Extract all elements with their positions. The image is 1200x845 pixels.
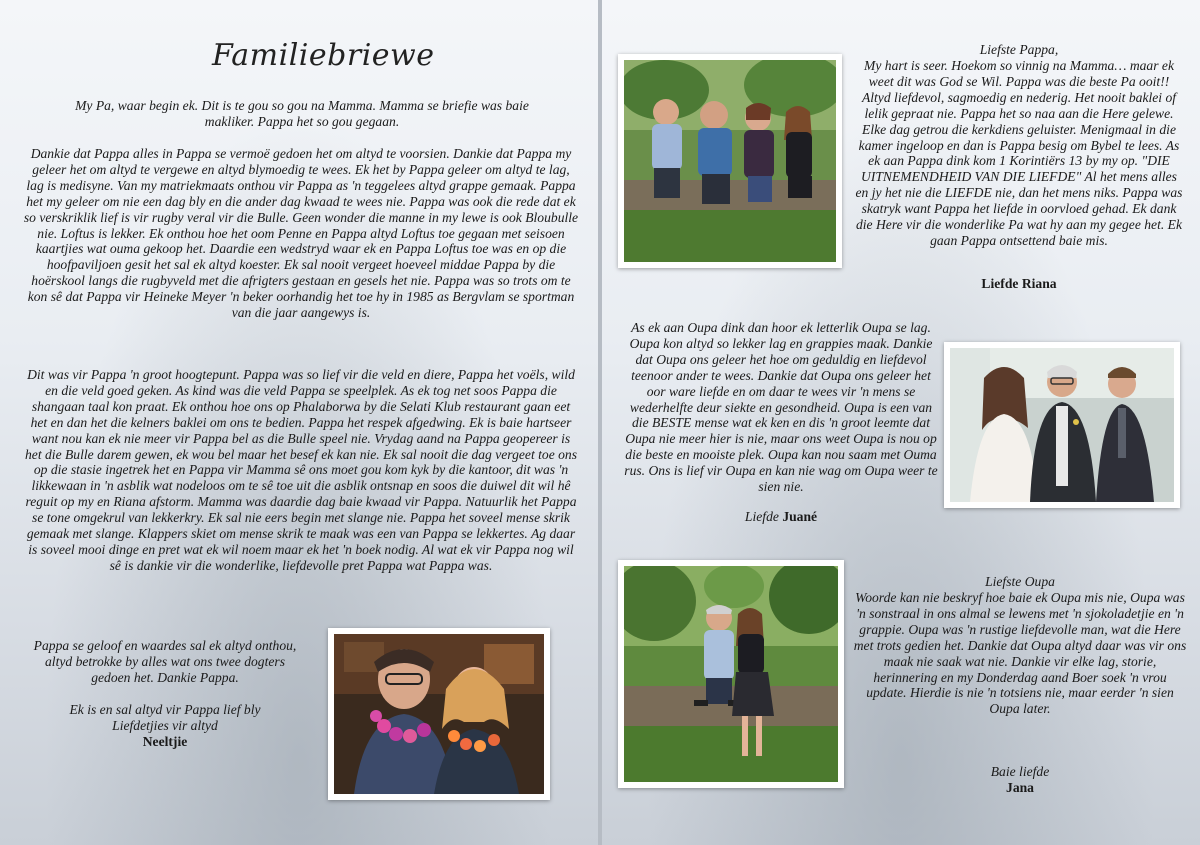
photo-family-garden bbox=[618, 54, 842, 268]
letter-jana-body: Woorde kan nie beskryf hoe baie ek Oupa mis nie, Oupa was 'n sonstraal in ons almal se lewens met 'n sjokoladetjie en 'n grappie. Oupa was 'n rustige liefdevolle man, wat die Here met trots gedien het. Dankie dat Oupa altyd daar was vir ons maak nie saak wat nie. Dankie vir elke lag, storie, herinnering en my Donderdag aand Boer soek 'n vrou update. Hierdie is nie 'n totsiens nie, maar eerder 'n sien Oupa later. bbox=[853, 590, 1187, 717]
photo-grandfather-granddaughter bbox=[618, 560, 844, 788]
letter-riana-body: My hart is seer. Hoekom so vinnig na Mamma… maar ek weet dit was God se Wil. Pappa was die beste Pa ooit!! Altyd liefdevol, sagmoedig en nederig. Het nooit baklei of lelik gepraat nie. Pappa het so naa aan die Here gelewe. Elke dag getrou die kerkdiens geluister. Menigmaal in die kamer ingeloop en dan is Pappa besig om Bybel te lees. As ek aan Pappa dink kom 1 Korintiërs 13 by my op. "DIE UITNEMENDHEID VAN DIE LIEFDE" Al het mens alles en jy het nie die LIEFDE nie, dan het mens niks. Pappa was skatryk want Pappa het liefde in oorvloed gehad. Ek dank die Here vir die wonderlike Pa wat hy aan my gegee het. Ek gaan Pappa ontsettend baie mis. bbox=[855, 58, 1183, 248]
letter-paragraph-4: Pappa se geloof en waardes sal ek altyd onthou, altyd betrokke by alles wat ons twee dogters gedoen het. Dankie Pappa. bbox=[33, 638, 297, 685]
photo-grandfather-wedding bbox=[944, 342, 1180, 508]
letter-paragraph-3: Dit was vir Pappa 'n groot hoogtepunt. Pappa was so lief vir die veld en diere, Pappa het voëls, wild en die veld goed geken. As kind was die veld Pappa se speelplek. As ek tog net soos Pappa die shangaan taal kon praat. Ek onthou hoe ons op Phalaborwa by die Selati Klub restaurant gaan eet het en dan het die kelners baklei om ons te bedien. Pappa het respek afgedwing. Ek is baie hartseer want nou kan ek nie meer vir Pappa bel as die Bulle speel nie. Vrydag aand na Pappa geopereer is het die Bulle darem gewen, ek wou bel maar het besef ek kan nie. Ek sal nooit die dag vergeet toe ons op die stasie ingetrek het en Pappa vir Mamma sê ons moet gou kom kyk by die kantoor, dit was 'n likkewaan in 'n asblik wat nodeloos om te sê toe uit die asblik ontsnap en soos die duiwel dit wil hê reguit op my en Riana afstorm. Mamma was daardie dag baie kwaad vir Pappa. Natuurlik het Pappa se tone omgekrul van lekkerkry. Ek sal nie eers begin met slange nie. Pappa het soveel mense skrik gemaak met slange. Klappers skiet om mense skrik te maak was een van Pappa se lekkertes. Ag daar is soveel mooi dinge en pret wat ek wil noem maar ek het 'n boek nodig. Al wat ek vir Pappa nog wil sê is dankie vir die wonderlike, liefdevolle pret Pappa wat Pappa was. bbox=[24, 367, 578, 573]
signature-name: Juané bbox=[782, 509, 818, 524]
letter-juane-signature bbox=[620, 509, 942, 525]
letter-paragraph-1: My Pa, waar begin ek. Dit is te gou so gou na Mamma. Mamma se briefie was baie makliker. Pappa het so gou gegaan. bbox=[75, 98, 529, 129]
letter-signature: Neeltjie bbox=[142, 734, 188, 749]
letter-juane-body: As ek aan Oupa dink dan hoor ek letterlik Oupa se lag. Oupa kon altyd so lekker lag en grappies maak. Dankie dat Oupa ons geleer het hoe om geduldig en liefdevol teenoor ander te wees. Dankie dat Oupa ons geleer het oor ware liefde en om daar te wees vir 'n mens se wederhelfte deur siekte en gesondheid. Oupa is een van die BESTE mense wat ek ken en dis 'n groot leemte dat Oupa nie meer hier is nie, maar ons weet Oupa is nou op die beste en mooiste plek. Oupa kan nou saam met Ouma rus. Ons is lief vir Oupa en kan nie wag om Oupa weer te sien nie. bbox=[624, 320, 938, 495]
letter-jana-signature: Jana bbox=[1006, 780, 1034, 795]
right-page bbox=[602, 0, 1200, 845]
page-title: Familiebriewe bbox=[212, 38, 435, 73]
letter-paragraph-5: Ek is en sal altyd vir Pappa lief bly Liefdetjies vir altyd bbox=[69, 702, 261, 733]
left-page bbox=[0, 0, 598, 845]
letter-jana-closing: Baie liefde bbox=[990, 764, 1050, 779]
letter-paragraph-2: Dankie dat Pappa alles in Pappa se vermoë gedoen het om altyd te voorsien. Dankie dat Pappa my geleer het om altyd te vergewe en altyd blymoedig te wees. Ek het by Pappa geleer om altyd te lag, lag is medisyne. Van my matriekmaats onthou vir Pappa as 'n teggelees altyd grappe gemaak. Pappa het my geleer om nie een dag bly en die ander dag kwaad te wees nie. Pappa was ook die rede dat ek so verskriklik lief is vir rugby veral vir die Bulle. Geen wonder die manne in my lewe is ook Bloubulle nie. Loftus is lekker. Ek onthou hoe het oom Penne en Pappa altyd Loftus toe gegaan met seisoen kaartjies wat ouma gekoop het. Daardie een wedstryd waar ek en Pappa Loftus toe was en op die hoofpaviljoen gesit het sal ek altyd koester. Ek sal nooit vergeet hoeveel middae Pappa by die hoërskool langs die rugbyveld met die afrigters gestaan en gesels het nie. Pappa was so trots om te kon sê dat Pappa vir Heineke Meyer 'n beker oorhandig het toe hy in 1985 as Bergvlam se sportman van die jaar aangewys is. bbox=[23, 146, 579, 321]
letter-riana-greeting: Liefste Pappa, bbox=[979, 42, 1059, 57]
letter-jana-greeting: Liefste Oupa bbox=[985, 574, 1055, 589]
signature-prefix: Liefde bbox=[744, 509, 779, 524]
photo-father-daughter-party bbox=[328, 628, 550, 800]
letter-riana-signature: Liefde Riana bbox=[981, 276, 1057, 291]
